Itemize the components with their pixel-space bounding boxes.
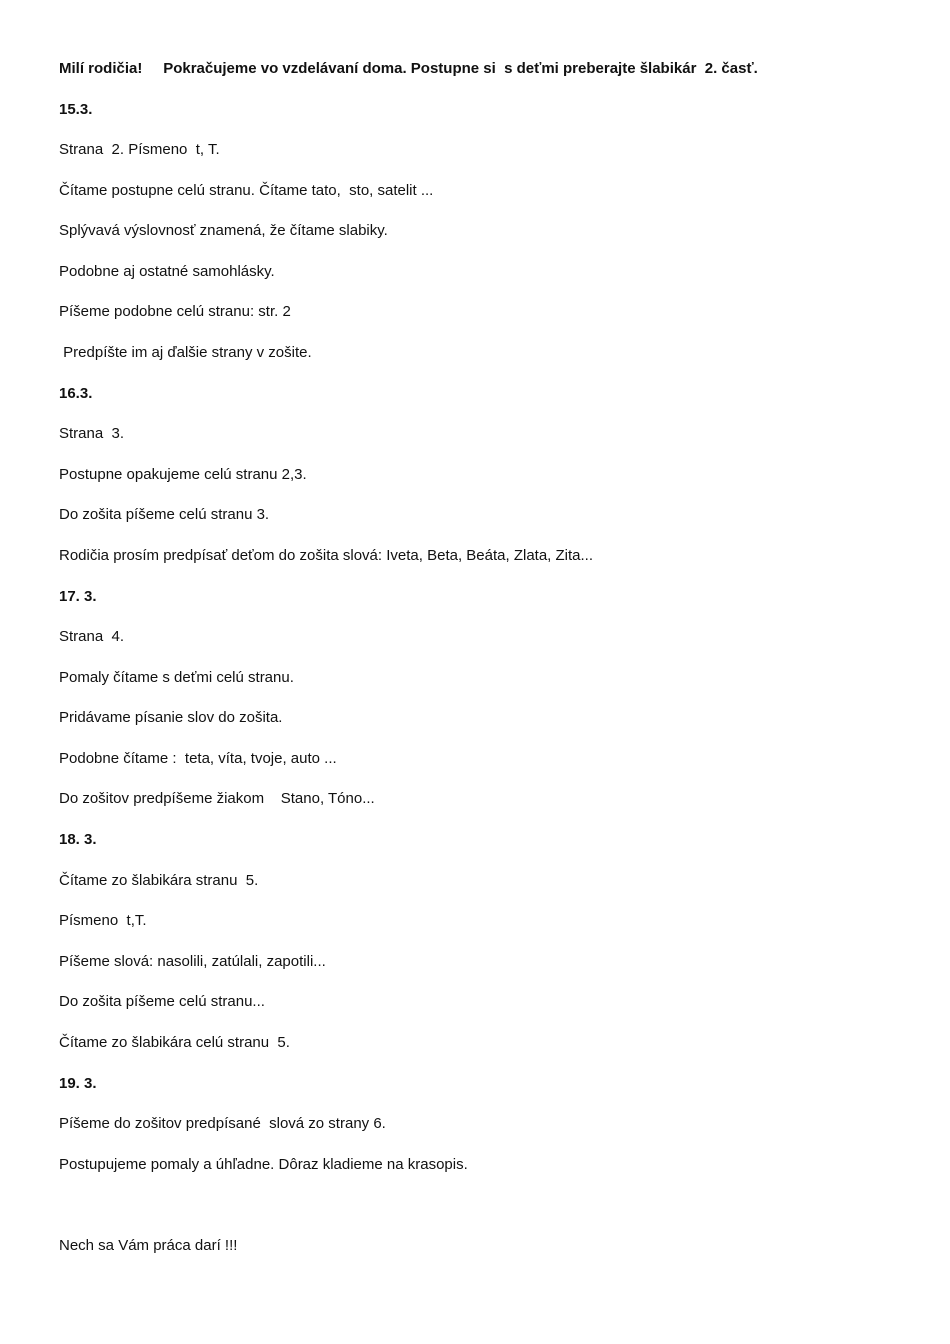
section-date: 16.3. — [59, 385, 93, 402]
intro-text: Pokračujeme vo vzdelávaní doma. Postupne si s deťmi preberajte šlabikár 2. časť. — [163, 60, 758, 77]
paragraph: Pridávame písanie slov do zošita. — [59, 709, 283, 726]
intro-heading — [59, 60, 758, 78]
paragraph: Čítame postupne celú stranu. Čítame tato, sto, satelit ... — [59, 182, 434, 199]
paragraph: Píšeme podobne celú stranu: str. 2 — [59, 303, 291, 320]
section-date: 19. 3. — [59, 1075, 97, 1092]
paragraph: Podobne aj ostatné samohlásky. — [59, 263, 275, 280]
paragraph: Predpíšte im aj ďalšie strany v zošite. — [59, 344, 312, 361]
paragraph: Čítame zo šlabikára celú stranu 5. — [59, 1034, 290, 1051]
paragraph: Píšeme do zošitov predpísané slová zo strany 6. — [59, 1115, 386, 1132]
paragraph: Písmeno t,T. — [59, 912, 147, 929]
paragraph: Podobne čítame : teta, víta, tvoje, auto ... — [59, 750, 337, 767]
paragraph: Strana 2. Písmeno t, T. — [59, 141, 220, 158]
section-date: 18. 3. — [59, 831, 97, 848]
paragraph: Strana 4. — [59, 628, 125, 645]
closing-text: Nech sa Vám práca darí !!! — [59, 1237, 238, 1254]
paragraph: Strana 3. — [59, 425, 125, 442]
paragraph: Postupujeme pomaly a úhľadne. Dôraz kladieme na krasopis. — [59, 1156, 468, 1173]
paragraph: Postupne opakujeme celú stranu 2,3. — [59, 466, 307, 483]
paragraph: Čítame zo šlabikára stranu 5. — [59, 872, 259, 889]
paragraph: Do zošita píšeme celú stranu... — [59, 993, 265, 1010]
paragraph: Do zošita píšeme celú stranu 3. — [59, 506, 270, 523]
paragraph: Do zošitov predpíšeme žiakom Stano, Tóno... — [59, 790, 375, 807]
section-date: 17. 3. — [59, 588, 97, 605]
paragraph: Splývavá výslovnosť znamená, že čítame slabiky. — [59, 222, 388, 239]
section-date: 15.3. — [59, 101, 93, 118]
paragraph: Rodičia prosím predpísať deťom do zošita slová: Iveta, Beta, Beáta, Zlata, Zita... — [59, 547, 594, 564]
greeting-text: Milí rodičia! — [59, 60, 143, 77]
paragraph: Píšeme slová: nasolili, zatúlali, zapotili... — [59, 953, 326, 970]
paragraph: Pomaly čítame s deťmi celú stranu. — [59, 669, 294, 686]
